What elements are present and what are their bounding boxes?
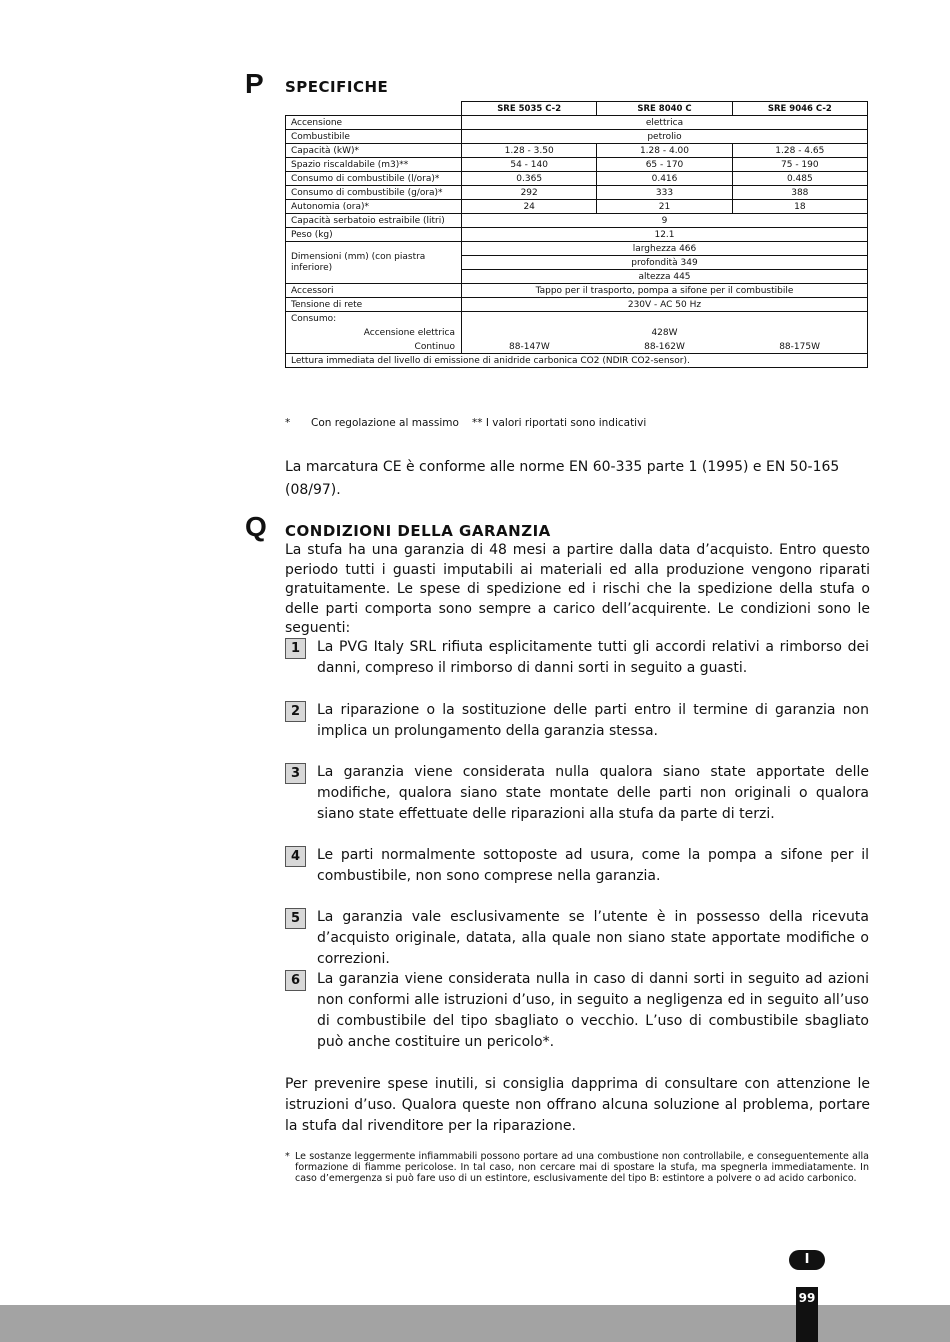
row-label: Consumo di combustibile (l/ora)* xyxy=(286,172,462,186)
table-row xyxy=(286,312,868,326)
row-value: 0.416 xyxy=(597,172,732,186)
ce-marking-text: La marcatura CE è conforme alle norme EN 60-335 parte 1 (1995) e EN 50-165 (08/97). xyxy=(285,459,840,498)
row-label: Accensione elettrica xyxy=(286,325,462,340)
table-row xyxy=(286,116,868,130)
warranty-intro: La stufa ha una garanzia di 48 mesi a partire dalla data d’acquisto. Entro questo periodo tutti i guasti imputabili ai materiali ed alla produzione vengono riparati gratuitamente. Le spese di spedizione ed i rischi che la spedizione della stufa o delle parti comporta sono sempre a carico dell’acquirente. Le condizioni sono le seguenti: xyxy=(285,542,870,636)
row-value: elettrica xyxy=(462,116,868,130)
footnote-text: Le sostanze leggermente infiammabili possono portare ad una combustione non controllabile, e conseguentemente alla formazione di fiamme pericolose. In tal caso, non cercare mai di spostare la stufa, ma spegnerla immediatamente. In caso d’emergenza si può fare uso di un estintore, esclusivamente del tipo B: estintore a polvere o ad acido carbonico. xyxy=(295,1151,869,1184)
table-row xyxy=(286,172,868,186)
model-header: SRE 9046 C-2 xyxy=(732,102,867,116)
model-header: SRE 5035 C-2 xyxy=(462,102,597,116)
section-letter-p: P xyxy=(245,68,264,99)
row-value: 24 xyxy=(462,200,597,214)
row-value-empty xyxy=(462,312,868,326)
row-value: 428W xyxy=(462,325,868,340)
row-value: 21 xyxy=(597,200,732,214)
row-value: 230V - AC 50 Hz xyxy=(462,298,868,312)
row-label: Consumo: xyxy=(286,312,462,326)
language-badge: I xyxy=(789,1250,825,1270)
item-number-box: 1 xyxy=(285,638,306,659)
closing-paragraph: Per prevenire spese inutili, si consiglia dapprima di consultare con attenzione le istruzioni d’uso. Qualora queste non offrano alcuna soluzione al problema, portare la stufa dal rivenditore per la riparazione. xyxy=(285,1076,870,1134)
item-number-box: 2 xyxy=(285,701,306,722)
row-label: Accessori xyxy=(286,284,462,298)
table-header-row xyxy=(286,102,868,116)
table-row xyxy=(286,284,868,298)
row-value: altezza 445 xyxy=(462,270,868,284)
item-text: La garanzia viene considerata nulla qualora siano state apportate delle modifiche, qualora siano state montate delle parti non originali o qualora siano state effettuate delle riparazioni alla stufa da parte di terzi. xyxy=(317,764,869,822)
row-label: Spazio riscaldabile (m3)** xyxy=(286,158,462,172)
row-label: Tensione di rete xyxy=(286,298,462,312)
row-value: 75 - 190 xyxy=(732,158,867,172)
row-value: 1.28 - 3.50 xyxy=(462,144,597,158)
bottom-footnote xyxy=(285,1151,869,1184)
item-text: Le parti normalmente sottoposte ad usura, come la pompa a sifone per il combustibile, non sono comprese nella garanzia. xyxy=(317,847,869,884)
row-label: Capacità (kW)* xyxy=(286,144,462,158)
row-label: Combustibile xyxy=(286,130,462,144)
section-title-garanzia: CONDIZIONI DELLA GARANZIA xyxy=(285,522,551,540)
table-row xyxy=(286,130,868,144)
table-row xyxy=(286,298,868,312)
section-letter-q: Q xyxy=(245,511,267,542)
footnote-indicative: ** I valori riportati sono indicativi xyxy=(472,417,647,429)
table-corner-cell xyxy=(286,102,462,116)
row-value: 0.365 xyxy=(462,172,597,186)
row-value: 292 xyxy=(462,186,597,200)
table-row xyxy=(286,228,868,242)
table-row xyxy=(286,354,868,368)
table-row xyxy=(286,214,868,228)
item-number-box: 5 xyxy=(285,908,306,929)
table-row xyxy=(286,325,868,340)
row-label: Autonomia (ora)* xyxy=(286,200,462,214)
model-header: SRE 8040 C xyxy=(597,102,732,116)
row-label: Dimensioni (mm) (con piastra inferiore) xyxy=(286,242,462,284)
row-value: 54 - 140 xyxy=(462,158,597,172)
row-label: Continuo xyxy=(286,340,462,354)
item-number-box: 4 xyxy=(285,846,306,867)
footnote-star: * xyxy=(285,1151,290,1162)
page-number: 99 xyxy=(798,1291,816,1305)
table-row xyxy=(286,144,868,158)
table-row xyxy=(286,242,868,256)
row-label: Accensione xyxy=(286,116,462,130)
item-text: La riparazione o la sostituzione delle parti entro il termine di garanzia non implica un prolungamento della garanzia stessa. xyxy=(317,702,869,739)
table-row xyxy=(286,186,868,200)
row-value: 1.28 - 4.00 xyxy=(597,144,732,158)
row-value: 88-162W xyxy=(597,340,732,354)
row-value: 333 xyxy=(597,186,732,200)
row-value: 388 xyxy=(732,186,867,200)
table-row xyxy=(286,340,868,354)
row-value: 88-147W xyxy=(462,340,597,354)
row-value: Lettura immediata del livello di emissione di anidride carbonica CO2 (NDIR CO2-sensor). xyxy=(286,354,868,368)
item-text: La garanzia vale esclusivamente se l’utente è in possesso della ricevuta d’acquisto originale, datata, alla quale non siano state apportate modifiche o correzioni. xyxy=(317,909,869,967)
row-value: 12.1 xyxy=(462,228,868,242)
row-value: petrolio xyxy=(462,130,868,144)
section-title-specifiche: SPECIFICHE xyxy=(285,78,389,96)
row-value: profondità 349 xyxy=(462,256,868,270)
row-value: 0.485 xyxy=(732,172,867,186)
specifications-table xyxy=(285,101,868,368)
item-text: La PVG Italy SRL rifiuta esplicitamente tutti gli accordi relativi a rimborso dei danni, compreso il rimborso di danni sorti in seguito a guasti. xyxy=(317,639,869,676)
table-row xyxy=(286,158,868,172)
row-value: larghezza 466 xyxy=(462,242,868,256)
row-label: Capacità serbatoio estraibile (litri) xyxy=(286,214,462,228)
table-row xyxy=(286,200,868,214)
row-value: 65 - 170 xyxy=(597,158,732,172)
row-value: Tappo per il trasporto, pompa a sifone per il combustibile xyxy=(462,284,868,298)
row-label: Peso (kg) xyxy=(286,228,462,242)
row-value: 18 xyxy=(732,200,867,214)
item-text: La garanzia viene considerata nulla in caso di danni sorti in seguito ad azioni non conformi alle istruzioni d’uso, in seguito a negligenza ed in seguito all’uso di combustibile del tipo sbagliato o vecchio. L’uso di combustibile sbagliato può anche costituire un pericolo*. xyxy=(317,971,869,1050)
item-number-box: 3 xyxy=(285,763,306,784)
item-number-box: 6 xyxy=(285,970,306,991)
row-value: 88-175W xyxy=(732,340,867,354)
footnote-max: Con regolazione al massimo xyxy=(311,417,459,429)
row-label: Consumo di combustibile (g/ora)* xyxy=(286,186,462,200)
row-value: 9 xyxy=(462,214,868,228)
row-value: 1.28 - 4.65 xyxy=(732,144,867,158)
footnote-star: * xyxy=(285,417,291,429)
